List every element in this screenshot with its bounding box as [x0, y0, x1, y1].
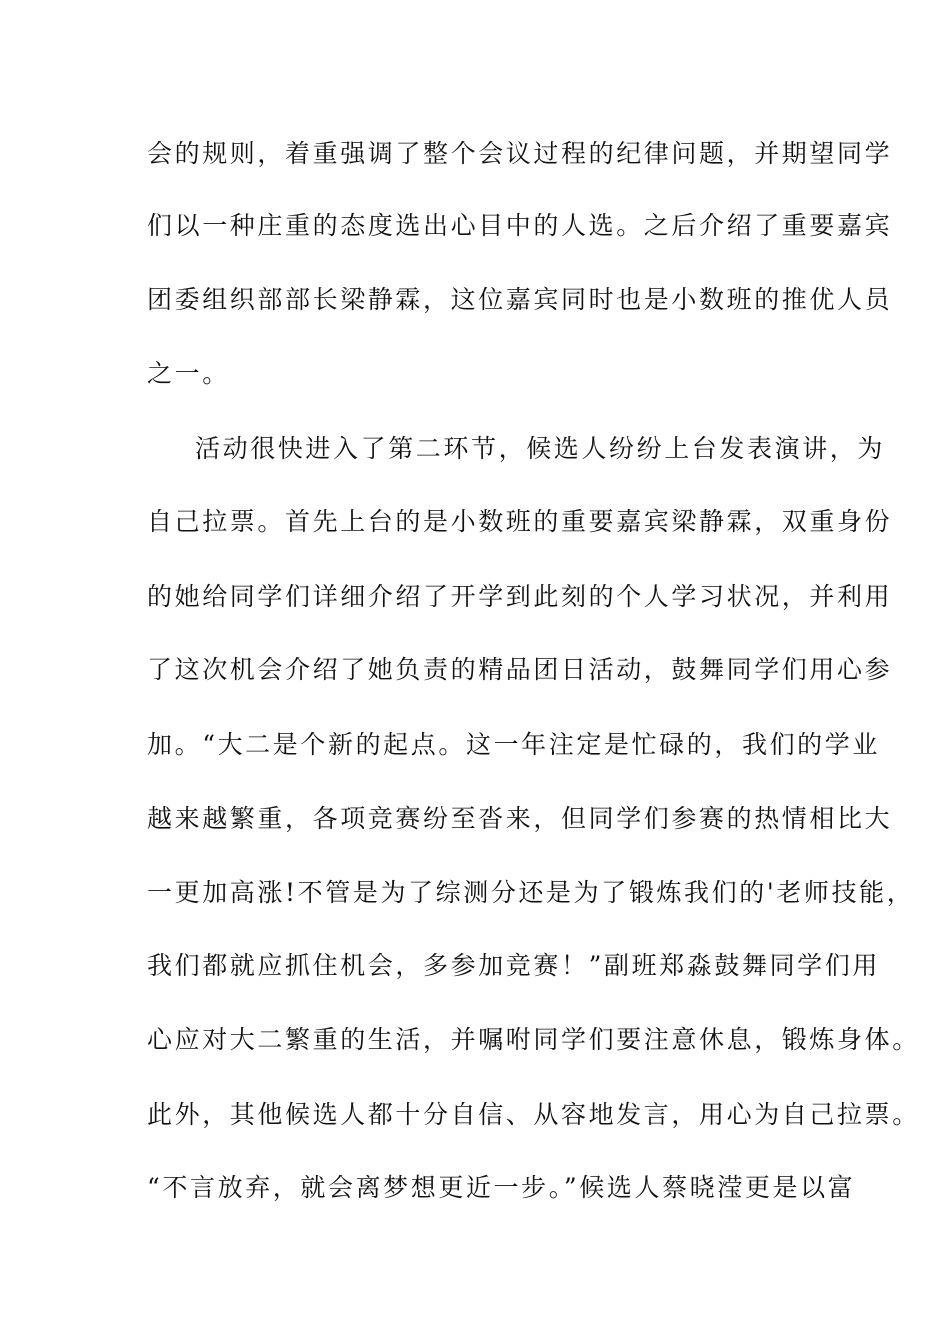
text-line-1: 会的规则，着重强调了整个会议过程的纪律问题，并期望同学 — [147, 139, 893, 168]
paragraph-first-line: 活动很快进入了第二环节，候选人纷纷上台发表演讲，为 — [195, 434, 886, 463]
text-line-8: 了这次机会介绍了她负责的精品团日活动，鼓舞同学们用心参 — [147, 655, 893, 684]
text-line-4: 之一。 — [147, 359, 230, 388]
text-line-2: 们以一种庄重的态度选出心目中的人选。之后介绍了重要嘉宾 — [147, 211, 893, 240]
text-line-3: 团委组织部部长梁静霖，这位嘉宾同时也是小数班的推优人员 — [147, 285, 893, 314]
text-line-9: 加。“大二是个新的起点。这一年注定是忙碌的，我们的学业 — [147, 730, 880, 759]
text-line-7: 的她给同学们详细介绍了开学到此刻的个人学习状况，并利用 — [147, 582, 893, 611]
text-line-15: “不言放弃，就会离梦想更近一步。”候选人蔡晓滢更是以富 — [147, 1173, 856, 1202]
text-line-13: 心应对大二繁重的生活，并嘱咐同学们要注意休息，锻炼身体。 — [147, 1025, 920, 1054]
text-line-11: 一更加高涨!不管是为了综测分还是为了锻炼我们的'老师技能， — [147, 878, 915, 907]
text-line-12: 我们都就应抓住机会，多参加竞赛！”副班郑淼鼓舞同学们用 — [147, 951, 880, 980]
text-line-14: 此外，其他候选人都十分自信、从容地发言，用心为自己拉票。 — [147, 1100, 920, 1129]
text-line-10: 越来越繁重，各项竞赛纷至沓来，但同学们参赛的热情相比大 — [147, 804, 893, 833]
text-line-6: 自己拉票。首先上台的是小数班的重要嘉宾梁静霖，双重身份 — [147, 507, 893, 536]
